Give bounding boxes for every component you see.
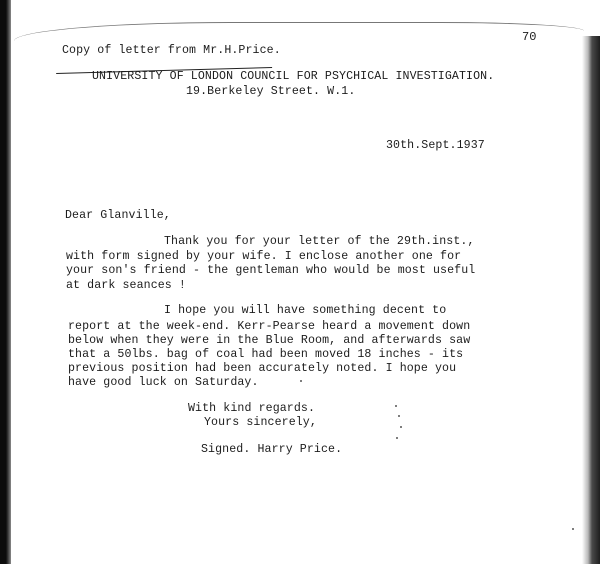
letterhead-address: 19.Berkeley Street. W.1.: [186, 85, 356, 98]
closing-sign-off: Yours sincerely,: [204, 416, 317, 429]
paragraph-2-line: previous position had been accurately noted. I hope you: [68, 362, 457, 375]
letterhead-organisation: UNIVERSITY OF LONDON COUNCIL FOR PSYCHICAL INVESTIGATION.: [92, 70, 495, 83]
page-top-curl: [14, 22, 584, 41]
binding-edge: [0, 0, 11, 564]
paragraph-2-line: below when they were in the Blue Room, and afterwards saw: [68, 334, 471, 347]
letter-date: 30th.Sept.1937: [386, 139, 485, 152]
paragraph-1-line: Thank you for your letter of the 29th.inst.,: [164, 235, 475, 248]
copy-heading: Copy of letter from Mr.H.Price.: [62, 44, 281, 57]
closing-regards: With kind regards.: [188, 402, 316, 415]
paragraph-1-line: your son's friend - the gentleman who would be most useful: [66, 264, 476, 277]
paragraph-1-line: with form signed by your wife. I enclose another one for: [66, 250, 462, 263]
page-number: 70: [522, 30, 537, 44]
page-curl-edge: [582, 36, 600, 564]
salutation: Dear Glanville,: [65, 209, 171, 222]
paragraph-2-line: have good luck on Saturday.: [68, 376, 259, 389]
paragraph-1-line: at dark seances !: [66, 279, 186, 292]
paragraph-2-line: I hope you will have something decent to: [164, 304, 447, 317]
paragraph-2-line: that a 50lbs. bag of coal had been moved 18 inches - its: [68, 348, 464, 361]
signature-line: Signed. Harry Price.: [201, 443, 343, 456]
paragraph-2-line: report at the week-end. Kerr-Pearse heard a movement down: [68, 320, 471, 333]
